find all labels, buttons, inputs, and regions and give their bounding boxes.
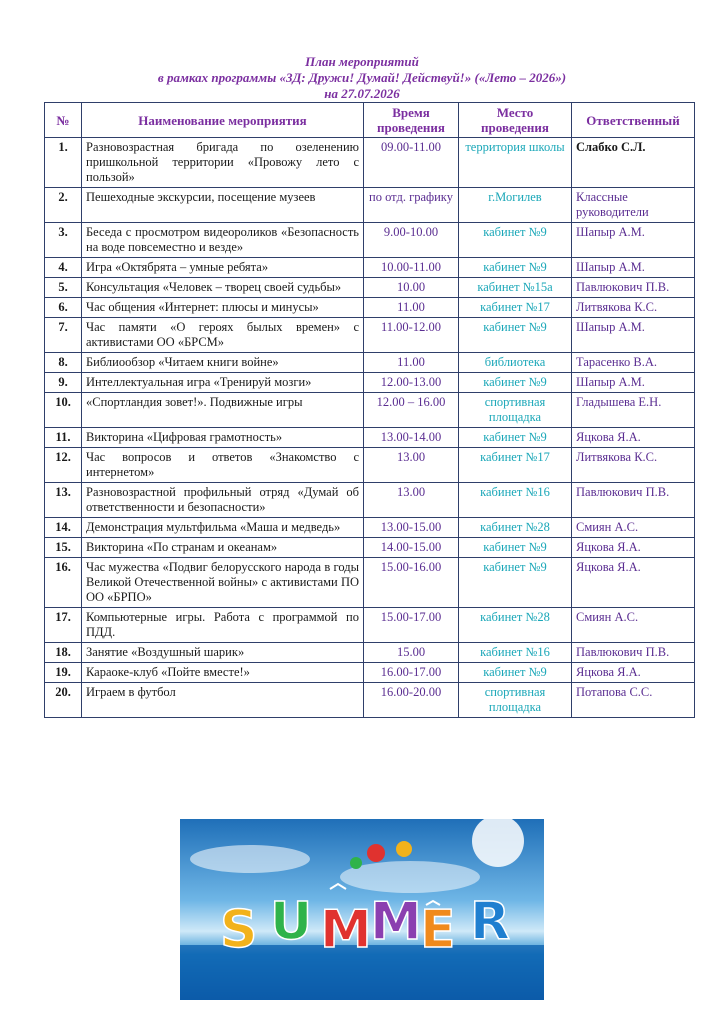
plan-header: [0, 54, 724, 102]
table-row: [45, 663, 695, 683]
event-place: кабинет №17: [459, 448, 572, 483]
event-name: Пешеходные экскурсии, посещение музеев: [82, 188, 364, 223]
event-name: Библиообзор «Читаем книги войне»: [82, 353, 364, 373]
event-name: Демонстрация мультфильма «Маша и медведь»: [82, 518, 364, 538]
event-responsible: Яцкова Я.А.: [572, 558, 695, 608]
event-responsible: Яцкова Я.А.: [572, 538, 695, 558]
balloon-icon: [350, 857, 362, 869]
event-responsible: Литвякова К.С.: [572, 448, 695, 483]
table-row: [45, 353, 695, 373]
event-responsible: Павлюкович П.В.: [572, 643, 695, 663]
event-place: кабинет №9: [459, 538, 572, 558]
table-row: [45, 683, 695, 718]
event-time: 10.00: [364, 278, 459, 298]
table-row: [45, 318, 695, 353]
event-place: кабинет №28: [459, 518, 572, 538]
event-responsible: Шапыр А.М.: [572, 318, 695, 353]
event-place: спортивная площадка: [459, 393, 572, 428]
table-row: [45, 483, 695, 518]
event-time: 13.00: [364, 448, 459, 483]
event-place: кабинет №9: [459, 663, 572, 683]
row-number: 12.: [45, 448, 82, 483]
event-name: «Спортландия зовет!». Подвижные игры: [82, 393, 364, 428]
row-number: 13.: [45, 483, 82, 518]
table-row: [45, 608, 695, 643]
event-name: Караоке-клуб «Пойте вместе!»: [82, 663, 364, 683]
event-name: Интеллектуальная игра «Тренируй мозги»: [82, 373, 364, 393]
event-name: Разновозрастная бригада по озеленению пришкольной территории «Провожу лето с пользой»: [82, 138, 364, 188]
event-time: 09.00-11.00: [364, 138, 459, 188]
event-time: 11.00: [364, 298, 459, 318]
row-number: 6.: [45, 298, 82, 318]
balloon-icon: [367, 844, 385, 862]
banner-letter: E: [420, 900, 456, 960]
event-time: 16.00-17.00: [364, 663, 459, 683]
event-time: 11.00: [364, 353, 459, 373]
column-header-place: Место проведения: [459, 103, 572, 138]
event-responsible: Тарасенко В.А.: [572, 353, 695, 373]
event-name: Час памяти «О героях былых времен» с активистами ОО «БРСМ»: [82, 318, 364, 353]
row-number: 1.: [45, 138, 82, 188]
event-place: спортивная площадка: [459, 683, 572, 718]
event-name: Викторина «По странам и океанам»: [82, 538, 364, 558]
sun-icon: [472, 819, 524, 867]
event-name: Беседа с просмотром видеороликов «Безопасность на воде повсеместно и везде»: [82, 223, 364, 258]
event-responsible: Потапова С.С.: [572, 683, 695, 718]
event-name: Викторина «Цифровая грамотность»: [82, 428, 364, 448]
event-place: кабинет №15а: [459, 278, 572, 298]
event-place: кабинет №9: [459, 428, 572, 448]
table-row: [45, 428, 695, 448]
event-name: Час вопросов и ответов «Знакомство с интернетом»: [82, 448, 364, 483]
event-place: кабинет №9: [459, 318, 572, 353]
row-number: 10.: [45, 393, 82, 428]
table-header-row: [45, 103, 695, 138]
row-number: 15.: [45, 538, 82, 558]
event-responsible: Павлюкович П.В.: [572, 483, 695, 518]
event-name: Консультация «Человек – творец своей судьбы»: [82, 278, 364, 298]
table-row: [45, 643, 695, 663]
event-time: 13.00: [364, 483, 459, 518]
table-row: [45, 518, 695, 538]
event-place: кабинет №9: [459, 558, 572, 608]
event-time: 12.00 – 16.00: [364, 393, 459, 428]
row-number: 20.: [45, 683, 82, 718]
event-place: кабинет №17: [459, 298, 572, 318]
column-header-name: Наименование мероприятия: [82, 103, 364, 138]
event-responsible: Яцкова Я.А.: [572, 663, 695, 683]
banner-letter: M: [320, 900, 372, 960]
event-responsible: Шапыр А.М.: [572, 258, 695, 278]
event-name: Час общения «Интернет: плюсы и минусы»: [82, 298, 364, 318]
table-row: [45, 258, 695, 278]
table-row: [45, 223, 695, 258]
cloud-icon: [190, 845, 310, 873]
column-header-number: №: [45, 103, 82, 138]
event-responsible: Шапыр А.М.: [572, 373, 695, 393]
event-time: по отд. графику: [364, 188, 459, 223]
event-place: кабинет №9: [459, 223, 572, 258]
row-number: 16.: [45, 558, 82, 608]
plan-date: на 27.07.2026: [324, 86, 400, 101]
balloon-icon: [396, 841, 412, 857]
row-number: 4.: [45, 258, 82, 278]
event-responsible: Шапыр А.М.: [572, 223, 695, 258]
table-body: [45, 138, 695, 718]
event-name: Час мужества «Подвиг белорусского народа в годы Великой Отечественной войны» с активистами ПО ОО «БРПО»: [82, 558, 364, 608]
row-number: 17.: [45, 608, 82, 643]
event-place: кабинет №9: [459, 258, 572, 278]
row-number: 11.: [45, 428, 82, 448]
row-number: 18.: [45, 643, 82, 663]
event-responsible: Слабко С.Л.: [572, 138, 695, 188]
banner-letter: S: [220, 900, 258, 960]
event-place: территория школы: [459, 138, 572, 188]
event-name: Играем в футбол: [82, 683, 364, 718]
column-header-time: Время проведения: [364, 103, 459, 138]
table-row: [45, 138, 695, 188]
events-table: [44, 102, 695, 718]
row-number: 5.: [45, 278, 82, 298]
row-number: 3.: [45, 223, 82, 258]
event-name: Игра «Октябрята – умные ребята»: [82, 258, 364, 278]
event-time: 15.00: [364, 643, 459, 663]
table-row: [45, 393, 695, 428]
plan-title: План мероприятий: [305, 54, 419, 69]
event-responsible: Смиян А.С.: [572, 608, 695, 643]
event-time: 13.00-14.00: [364, 428, 459, 448]
event-place: библиотека: [459, 353, 572, 373]
row-number: 9.: [45, 373, 82, 393]
summer-banner-image: [180, 819, 544, 1000]
event-responsible: Павлюкович П.В.: [572, 278, 695, 298]
event-time: 12.00-13.00: [364, 373, 459, 393]
event-place: кабинет №16: [459, 643, 572, 663]
event-responsible: Яцкова Я.А.: [572, 428, 695, 448]
event-place: кабинет №9: [459, 373, 572, 393]
table-row: [45, 448, 695, 483]
table-row: [45, 298, 695, 318]
event-place: г.Могилев: [459, 188, 572, 223]
row-number: 19.: [45, 663, 82, 683]
seagull-icon: [330, 884, 346, 889]
banner-letter: R: [470, 892, 511, 952]
column-header-responsible: Ответственный: [572, 103, 695, 138]
event-time: 16.00-20.00: [364, 683, 459, 718]
banner-letter: U: [270, 892, 313, 952]
event-name: Разновозрастной профильный отряд «Думай об ответственности и безопасности»: [82, 483, 364, 518]
event-time: 10.00-11.00: [364, 258, 459, 278]
event-time: 15.00-16.00: [364, 558, 459, 608]
event-time: 11.00-12.00: [364, 318, 459, 353]
event-responsible: Смиян А.С.: [572, 518, 695, 538]
table-row: [45, 373, 695, 393]
event-place: кабинет №16: [459, 483, 572, 518]
plan-program: в рамках программы «3Д: Дружи! Думай! Действуй!» («Лето – 2026»): [157, 70, 567, 85]
row-number: 2.: [45, 188, 82, 223]
event-responsible: Классные руководители: [572, 188, 695, 223]
event-responsible: Литвякова К.С.: [572, 298, 695, 318]
row-number: 8.: [45, 353, 82, 373]
event-name: Занятие «Воздушный шарик»: [82, 643, 364, 663]
event-place: кабинет №28: [459, 608, 572, 643]
event-time: 15.00-17.00: [364, 608, 459, 643]
row-number: 14.: [45, 518, 82, 538]
table-row: [45, 558, 695, 608]
event-time: 9.00-10.00: [364, 223, 459, 258]
table-row: [45, 278, 695, 298]
table-row: [45, 188, 695, 223]
row-number: 7.: [45, 318, 82, 353]
event-time: 14.00-15.00: [364, 538, 459, 558]
table-row: [45, 538, 695, 558]
event-name: Компьютерные игры. Работа с программой по ПДД.: [82, 608, 364, 643]
banner-letter: M: [370, 892, 422, 952]
summer-illustration: [180, 819, 544, 1000]
event-time: 13.00-15.00: [364, 518, 459, 538]
event-responsible: Гладышева Е.Н.: [572, 393, 695, 428]
